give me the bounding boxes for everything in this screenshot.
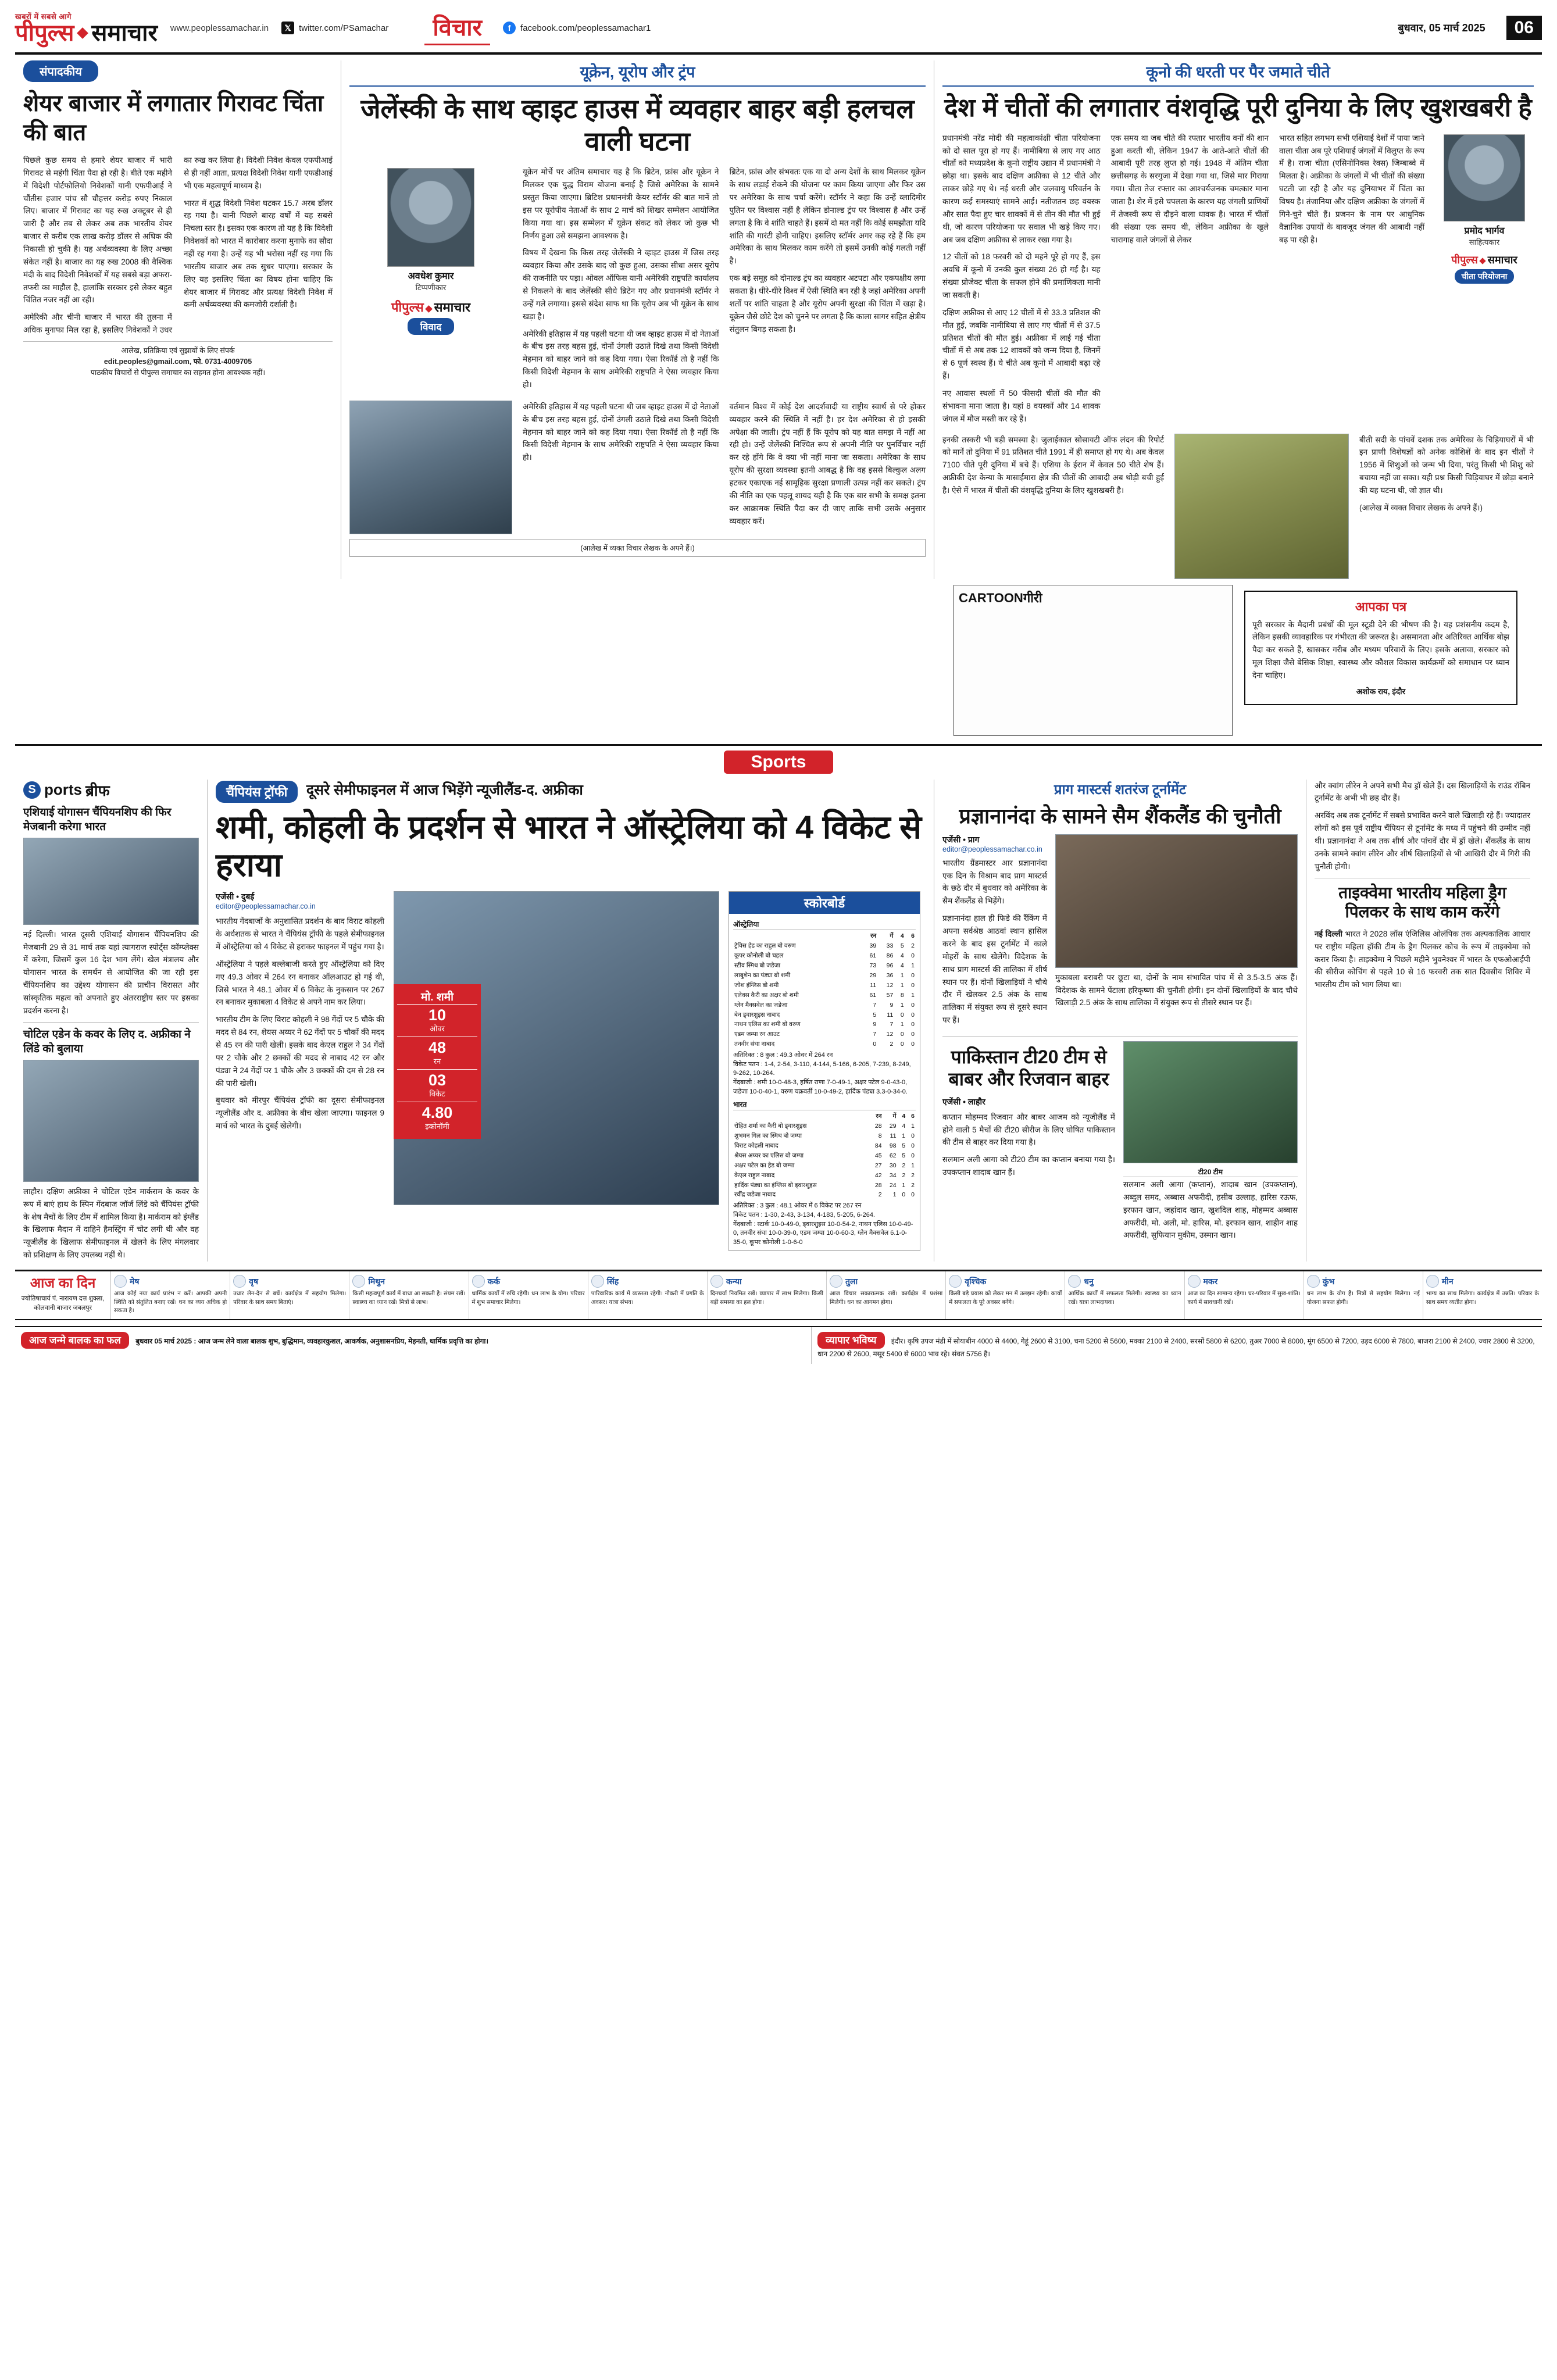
batsman: विराट कोहली नाबाद xyxy=(734,1142,779,1149)
gemini-icon xyxy=(352,1275,365,1288)
team1-fall-of-wickets: विकेट पतन : 1-4, 2-54, 3-110, 4-144, 5-166, 6-205, 7-239, 8-249, 9-262, 10-264. xyxy=(733,1060,911,1077)
middle-article-body-right xyxy=(730,166,926,396)
chess-body-1 xyxy=(942,857,1047,1027)
inline-brand-diamond-icon xyxy=(1480,258,1486,264)
chess-byline: एजेंसी • प्राग xyxy=(942,834,980,844)
main-sports-kicker-row xyxy=(216,780,926,803)
sign-text: दिनचर्या नियमित रखें। व्यापार में लाभ मिलेगा। किसी बड़ी समस्या का हल होगा। xyxy=(710,1291,824,1306)
scoreboard-table-1 xyxy=(733,931,916,1049)
table-row: एडम जम्पा रन आउट 7 12 0 0 xyxy=(733,1030,916,1039)
table-row: हार्दिक पंड्या का इंग्लिस बो ड्वारशुइस 28 24 1 2 xyxy=(733,1181,916,1191)
sports-para: भारतीय गेंदबाजों के अनुशासित प्रदर्शन के बाद विराट कोहली के अर्धशतक से भारत ने चैंपियंस ट्रॉफी के पहले सेमीफाइनल में ऑस्ट्रेलिया को 4 विकेट से हराकर फाइनल में पहुंच गया है। xyxy=(216,917,384,951)
horoscope-sign-gemini xyxy=(349,1271,469,1319)
semifinal-subhead: दूसरे सेमीफाइनल में आज भिड़ेंगे न्यूजीलैंड-द. अफ्रीका xyxy=(306,781,583,798)
table-row: केएल राहुल नाबाद 42 34 2 2 xyxy=(733,1171,916,1181)
chess-column xyxy=(934,780,1306,1262)
horoscope-sign-aries xyxy=(111,1271,230,1319)
table-row: नाथन एलिस का शमी बो वरुण 9 7 1 0 xyxy=(733,1020,916,1030)
right-article-column xyxy=(934,60,1542,579)
aries-icon xyxy=(114,1275,127,1288)
inline-brand xyxy=(349,298,512,335)
taurus-icon xyxy=(233,1275,246,1288)
pakistan-squad-list: सलमान अली आगा (कप्तान), शादाब खान (उपकप्तान), अब्दुल समद, अब्बास अफरीदी, हसीब उल्लाह, हारिस रऊफ, इरफान खान, जहांदाद खान, खुशदिल शाह, मोहम्मद अब्बास अफरीदी, मो. अली, मो. हारिस, मो. इरफान खान, शाहीन शाह अफरीदी, सुफियान मुकीम, उस्मान खान। xyxy=(1123,1180,1298,1240)
article-para: प्रधानमंत्री नरेंद्र मोदी की महत्वाकांक्षी चीता परियोजना को दो साल पूरा हो गए हैं। नामीबिया से लाए गए आठ चीतों को मध्यप्रदेश के कूनो राष्ट्रीय उद्यान में प्रधानमंत्री ने छोड़ा था। इसके बाद दक्षिण अफ्रीका से 12 चीते और लाकर छोड़े गए थे। नई धरती और जलवायु परिवर्तन के कारण कई समस्याएं सामने आईं। नतीजतन छह वयस्क और सात पैदा हुए चार शावकों में से तीन की मौत भी हुई थी, जो कारण परियोजना पर सवाल भी खड़े किए गए। अब जब दक्षिण अफ्रीका से लाकर रखा गया है। xyxy=(942,133,1101,244)
brief-divider xyxy=(23,1022,199,1023)
facebook-icon: f xyxy=(503,22,516,34)
brief-1-headline: एशियाई योगासन चैंपियनशिप की फिर मेजबानी करेगा भारत xyxy=(23,806,172,833)
player-stats-panel xyxy=(394,984,481,1139)
stat-overs-label: ओवर xyxy=(430,1024,445,1034)
topic-pill: विवाद xyxy=(408,318,455,335)
middle-article-body-cont-left xyxy=(523,401,719,534)
middle-article-body-cont-right xyxy=(730,401,926,534)
table-row: लाबुशेन का पंड्या बो शमी 29 36 1 0 xyxy=(733,971,916,981)
right-article-body-1 xyxy=(942,132,1101,430)
right-article-kicker: कूनो की धरती पर पैर जमाते चीते xyxy=(1146,63,1330,81)
team1-bowling: गेंदबाजी : शमी 10-0-48-3, हर्षित राणा 7-0-49-1, अक्षर पटेल 9-0-43-0, जडेजा 10-0-40-1, वरुण चक्रवर्ती 10-0-49-2, हार्दिक पंड्या 3.3-0-34-0. xyxy=(733,1078,908,1095)
col-runs: रन xyxy=(870,932,877,940)
table-row: स्टीव स्मिथ बो जडेजा 73 96 4 1 xyxy=(733,961,916,971)
horoscope-sign-leo xyxy=(588,1271,708,1319)
table-row: श्रेयस अय्यर का एलिस बो जम्पा 45 62 5 0 xyxy=(733,1151,916,1161)
birth-fortune-title: आज जन्मे बालक का फल xyxy=(21,1332,129,1349)
stat-wickets-value: 03 xyxy=(428,1071,447,1089)
sign-text: उधार लेन-देन से बचें। कार्यक्षेत्र में सहयोग मिलेगा। परिवार के साथ समय बिताएं। xyxy=(233,1291,347,1306)
brief-2-headline: चोटिल एडेन के कवर के लिए द. अफ्रीका ने लिंडे को बुलाया xyxy=(23,1028,191,1055)
pakistan-players-photo xyxy=(1123,1041,1298,1163)
author-block xyxy=(349,168,512,292)
sign-text: किसी महत्वपूर्ण कार्य में बाधा आ सकती है। संयम रखें। स्वास्थ्य का ध्यान रखें। मित्रों से लाभ। xyxy=(352,1291,466,1306)
batsman: एडम जम्पा रन आउट xyxy=(734,1031,780,1038)
page-number: 06 xyxy=(1506,16,1542,40)
player-name: मो. शमी xyxy=(420,991,454,1004)
sports-para: बुधवार को मीरपुर चैंपियंस ट्रॉफी का दूसरा सेमीफाइनल न्यूजीलैंड और द. अफ्रीका के बीच खेला जाएगा। फाइनल 9 मार्च को भारत के दुबई खेलेगी। xyxy=(216,1096,384,1131)
col-fours: 4 xyxy=(900,932,904,940)
inline-brand-diamond-icon xyxy=(425,305,433,313)
logo-secondary-text: समाचार xyxy=(91,20,158,46)
stat-runs-label: रन xyxy=(433,1057,441,1066)
cancer-icon xyxy=(472,1275,485,1288)
chess-para: अरविंद अब तक टूर्नामेंट में सबसे प्रभावित करने वाले खिलाड़ी रहे हैं। ज्यादातर लोगों को इस पूर्व राष्ट्रीय चैंपियन से टूर्नामेंट के मध्य में पहुंचने की उम्मीद नहीं थी। प्रज्ञानानंदा ने अब तक शीर्ष और पांचवें दौर में ड्रॉ खेले। शैंकलैंड के साथ उनके सामने क्वांग लीरेन और शीर्ष खिलाड़ियों से भी आखिरी दौर में गिरी की चुनौती होगी। xyxy=(1315,811,1530,871)
market-block xyxy=(812,1327,1542,1364)
editorial-column xyxy=(15,60,341,579)
sports-brief-word: ब्रीफ xyxy=(85,781,110,799)
horoscope-sign-scorpio xyxy=(946,1271,1065,1319)
pakistan-byline: एजेंसी • लाहौर xyxy=(942,1096,985,1106)
logo-primary-text: पीपुल्स xyxy=(15,20,74,46)
sports-para: ऑस्ट्रेलिया ने पहले बल्लेबाजी करते हुए ऑस्ट्रेलिया को दिए गए 49.3 ओवर में 264 रन बनाकर ऑलआउट हो गई थी, जिसे भारत ने 48.1 ओवर में 6 विकेट के नुकसान पर 267 रन बनाकर मुकाबला 4 विकेट से अपने नाम कर लिया। xyxy=(216,959,384,1007)
capricorn-icon xyxy=(1188,1275,1201,1288)
author-role: साहित्यकार xyxy=(1469,237,1500,246)
table-row: रवींद्र जडेजा नाबाद 2 1 0 0 xyxy=(733,1190,916,1200)
market-text: इंदौर। कृषि उपज मंडी में सोयाबीन 4000 से 4400, गेहूं 2600 से 3100, चना 5200 से 5600, मक्का 2100 से 2400, सरसों 5800 से 6200, तुअर 7000 से 8000, मूंग 6500 से 7200, उड़द 6000 से 7800, बाजरा 2100 से 2400, ज्वार 2800 से 3200, धान 2200 से 2600, मसूर 5400 से 6000 भाव रहे। संवत 5756 है। xyxy=(817,1336,1535,1359)
batsman: ग्लेन मैक्सवेल का जडेजा xyxy=(734,1001,788,1009)
sports-band xyxy=(15,751,1542,774)
horoscope-title-block xyxy=(15,1271,111,1319)
table-row: एलेक्स कैरी का अक्षर बो शमी 61 57 8 1 xyxy=(733,991,916,1000)
sign-name: वृश्चिक xyxy=(965,1276,987,1286)
contact-line-2: पाठकीय विचारों से पीपुल्स समाचार का सहमत होना आवश्यक नहीं। xyxy=(90,368,266,377)
horoscope-sign-virgo xyxy=(708,1271,827,1319)
facebook-link[interactable] xyxy=(503,22,651,34)
author-photo xyxy=(1444,134,1525,221)
aquarius-icon xyxy=(1307,1275,1320,1288)
batsman: तनवीर संघा नाबाद xyxy=(734,1041,775,1048)
inline-brand-red: पीपुल्स xyxy=(1451,253,1478,266)
sign-text: धन लाभ के योग हैं। मित्रों से सहयोग मिलेगा। नई योजना सफल होगी। xyxy=(1306,1291,1420,1306)
table-row: ग्लेन मैक्सवेल का जडेजा 7 9 1 0 xyxy=(733,1000,916,1010)
cartoon-letter-row xyxy=(15,585,1542,736)
batsman: कूपर कोनोली बो चहल xyxy=(734,952,784,960)
sign-text: आज का दिन सामान्य रहेगा। घर-परिवार में सुख-शांति। कार्य में सावधानी रखें। xyxy=(1187,1291,1301,1306)
chess-para: प्रज्ञानानंदा हाल ही फिडे की रैंकिंग में अपना सर्वश्रेष्ठ आठवां स्थान हासिल करने के बाद इस टूर्नामेंट में काले मोहरों के साथ खेलेंगे। विदेशक के साथ प्राग मास्टर्स की तालिका में शीर्ष स्थान पर हैं। दोनों खिलाड़ियों ने चौथे दौर में खेलकर 2.5 अंक के साथ तालिका में संयुक्त रूप से दूसरे स्थान पर हैं। xyxy=(942,914,1047,1025)
horoscope-sign-taurus xyxy=(230,1271,349,1319)
market-title: व्यापार भविष्य xyxy=(817,1332,885,1349)
chess-para: मुकाबला बराबरी पर छूटा था, दोनों के नाम संभावित पांच में से 3.5-3.5 अंक हैं। विदेशक के सामने पेंटाला हरिकृष्णा की चुनौती होगी। इन दोनों खिलाड़ियों के बाद चौथे खिलाड़ी 2.5 अंक के साथ तालिका में संयुक्त रूप से तीसरे स्थान पर हैं। xyxy=(1055,973,1298,1007)
middle-article-body-left xyxy=(523,166,719,396)
facebook-handle: facebook.com/peoplessamachar1 xyxy=(520,23,651,33)
chess-email[interactable]: editor@peoplessamachar.co.in xyxy=(942,845,1042,853)
logo-tagline: खबरों में सबसे आगे xyxy=(15,12,72,21)
website-url[interactable]: www.peoplessamachar.in xyxy=(170,23,269,33)
chess-body-3 xyxy=(1315,780,1530,873)
inline-brand xyxy=(1435,253,1534,284)
tournament-pill: चैंपियंस ट्रॉफी xyxy=(216,781,298,803)
batsman: लाबुशेन का पंड्या बो शमी xyxy=(734,971,791,979)
scoreboard-table-2 xyxy=(733,1112,916,1200)
cartoon-label: CARTOONगीरी xyxy=(959,590,1042,605)
sports-band-label: Sports xyxy=(724,751,833,774)
pakistan-headline: पाकिस्तान टी20 टीम से बाबर और रिजवान बाहर xyxy=(948,1046,1109,1090)
leo-icon xyxy=(591,1275,604,1288)
main-sports-body xyxy=(216,915,384,1132)
table-row: बेन ड्वारशुइस नाबाद 5 11 0 0 xyxy=(733,1010,916,1020)
drag-text: भारत ने 2028 लॉस एंजिलिस ओलंपिक तक अल्पकालिक आधार पर राष्ट्रीय महिला हॉकी टीम के ड्रैग पिलकर कोच के रूप में ताइक्वेमा को करार किया है। ताइक्वेमा ने पिछले महीने भुवनेश्वर में भारत के एफओआईपी की सीरीज कोचिंग से पहले 10 से 16 फरवरी तक सात दिवसीय शिविर में भारतीय टीम को भाग लिया था। xyxy=(1315,929,1530,989)
team2-extras: अतिरिक्त : 3 कुल : 48.1 ओवर में 6 विकेट पर 267 रन xyxy=(733,1202,862,1210)
batsman: स्टीव स्मिथ बो जडेजा xyxy=(734,962,781,969)
twitter-x-icon: 𝕏 xyxy=(281,22,294,34)
table-row: शुभमन गिल का स्मिथ बो जम्पा 8 11 1 0 xyxy=(733,1131,916,1141)
article-para: वर्तमान विश्व में कोई देश आदर्शवादी या राष्ट्रीय स्वार्थ से परे होकर व्यवहार करने की स्थिति में नहीं है। हर देश अमेरिका से हो इसकी अपेक्षा की जाती। ट्रंप नहीं हैं कि यूरोप को यह बात समझ में नहीं आ रही हो। उन्हें जेलेंस्की निश्चित रूप से अपनी नीति पर पुनर्विचार नहीं कर रहे होंगे कि वे क्या भी नहीं माना जा सकता। अमेरिका के साथ यूरोप की सुरक्षा व्यवस्था इतनी आबद्ध है कि वह इससे बिल्कुल अलग हटकर एकाएक नई सामूहिक सुरक्षा प्रणाली उत्पन्न नहीं कर सकते। ट्रंप की नीति का एक पहलू शायद यही है कि एक बार सभी के समक्ष इतना कर आक्रामक स्थिति पैदा कर दी जाए ताकि सभी उसके अनुसार व्यवहार करें। xyxy=(729,402,926,526)
sports-brief-title xyxy=(23,780,199,801)
horoscope-credit: ज्योतिषाचार्य पं. नारायण दत्त शुक्ला, कोलवानी बाजार जबलपुर xyxy=(21,1295,105,1311)
contact-line-1: आलेख, प्रतिक्रिया एवं सुझावों के लिए संपर्क xyxy=(121,346,235,355)
sign-name: मीन xyxy=(1441,1276,1454,1286)
drag-flicker-column xyxy=(1306,780,1538,1262)
middle-article-kicker: यूक्रेन, यूरोप और ट्रंप xyxy=(580,63,695,81)
batsman: एलेक्स कैरी का अक्षर बो शमी xyxy=(734,991,799,999)
chess-divider xyxy=(942,1036,1298,1037)
letter-signature: अशोक राय, इंदौर xyxy=(1356,687,1406,696)
horoscope-sign-cancer xyxy=(469,1271,588,1319)
sign-text: आर्थिक कार्यों में सफलता मिलेगी। स्वास्थ्य का ध्यान रखें। यात्रा लाभदायक। xyxy=(1068,1291,1181,1306)
col-balls: गें xyxy=(890,932,894,940)
article-para: अमेरिकी इतिहास में यह पहली घटना थी जब व्हाइट हाउस में दो नेताओं के बीच इस तरह बहस हुई, दोनों उंगली उठाते दिखे तथा किसी विदेशी मेहमान को बाहर जाने को कह दिया गया। ऐसा रिकॉर्ड तो है नहीं कि किसी विदेशी मेहमान के साथ अमेरिकी राष्ट्रपति ने ऐसा व्यवहार किया हो। xyxy=(523,329,719,389)
author-block xyxy=(1435,134,1534,247)
sign-text: भाग्य का साथ मिलेगा। कार्यक्षेत्र में उन्नति। परिवार के साथ समय व्यतीत होगा। xyxy=(1426,1291,1540,1306)
batsman: अक्षर पटेल का हेड बो जम्पा xyxy=(734,1162,795,1169)
right-article-body-2 xyxy=(1111,132,1269,430)
masthead xyxy=(15,10,1542,55)
scoreboard-team-2: भारत xyxy=(733,1100,916,1110)
table-row: विराट कोहली नाबाद 84 98 5 0 xyxy=(733,1141,916,1151)
stat-runs xyxy=(397,1037,477,1069)
editorial-body xyxy=(23,154,333,337)
stat-economy-label: इकोनॉमी xyxy=(425,1122,449,1131)
editorial-para: अमेरिकी और चीनी बाजार में भारत की तुलना में अधिक मुनाफा मिल रहा है, इसलिए निवेशकों ने उधर का रुख कर लिया है। विदेशी निवेश केवल एफपीआई से ही नहीं आता, प्रत्यक्ष विदेशी निवेश यानी एफडीआई भी एक महत्वपूर्ण माध्यम है। xyxy=(23,156,333,335)
zelensky-trump-photo xyxy=(349,401,512,534)
sign-text: आज कोई नया कार्य प्रारंभ न करें। आपकी अपनी स्थिति को संतुलित बनाए रखें। धन का व्यय अधिक हो सकता है। xyxy=(114,1291,227,1314)
team2-fall-of-wickets: विकेट पतन : 1-30, 2-43, 3-134, 4-183, 5-205, 6-264. xyxy=(733,1212,875,1218)
editorial-para: पिछले कुछ समय से हमारे शेयर बाजार में भारी गिरावट से महंगी चिंता पैदा हो रही है। बीते एक महीने में विदेशी पोर्टफोलियो निवेशकों यानी एफपीआई ने चौंतीस हजार पांच सौ चौहत्तर करोड़ रुपए निकाल लिए। बाजार में गिरावट का यह रुख अक्टूबर से ही जारी है और तब से लेकर अब तक भारतीय शेयर बाजार से करीब एक लाख करोड़ डॉलर से अधिक की निकासी हो चुकी है। यह अर्थव्यवस्था के लिए अच्छा संकेत नहीं है। बाजार का यह रुख 2008 की वैश्विक मंदी के बाद विदेशी निवेशकों में यह सबसे बड़ा अफरा-तफरी का माहौल है, हालांकि सरकार इसे लेकर बहुत चिंतित नजर नहीं आ रही। xyxy=(23,156,172,305)
right-article-body-3 xyxy=(1279,132,1424,246)
scoreboard xyxy=(728,891,920,1251)
drag-headline: ताइक्वेमा भारतीय महिला ड्रैग पिलकर के साथ काम करेंगे xyxy=(1338,883,1506,921)
batsman: श्रेयस अय्यर का एलिस बो जम्पा xyxy=(734,1152,804,1159)
main-sports-email[interactable]: editor@peoplessamachar.co.in xyxy=(216,902,316,911)
sports-brief-s-icon: S xyxy=(23,781,41,799)
stat-runs-value: 48 xyxy=(428,1039,447,1057)
sign-name: कुंभ xyxy=(1322,1276,1335,1286)
article-para: इनकी तस्करी भी बड़ी समस्या है। जुलाईकाल सोसायटी ऑफ लंदन की रिपोर्ट को मानें तो दुनिया में 91 प्रतिशत चीते 1991 में ही समाप्त हो गए थे। अब केवल 7100 चीते पूरी दुनिया में बचे हैं। एशिया के ईरान में केवल 50 चीते शेष हैं। अफ्रीकी देश केन्या के मासाईमारा क्षेत्र की चीतों की आबादी अब थोड़ी बची हुई है। ऐसे में भारत में चीतों की वंशवृद्धि दुनिया के लिए खुशखबरी है। xyxy=(942,435,1164,495)
horoscope-sign-libra xyxy=(827,1271,946,1319)
main-sports-headline: शमी, कोहली के प्रदर्शन से भारत ने ऑस्ट्रेलिया को 4 विकेट से हराया xyxy=(216,809,922,884)
inline-brand-black: समाचार xyxy=(434,300,471,315)
pakistan-squad-title: टी20 टीम xyxy=(1123,1167,1298,1177)
opinion-section xyxy=(15,60,1542,579)
table-row: अक्षर पटेल का हेड बो जम्पा 27 30 2 1 xyxy=(733,1161,916,1171)
batsman: हार्दिक पंड्या का इंग्लिस बो ड्वारशुइस xyxy=(734,1181,817,1189)
editorial-contact xyxy=(23,341,333,378)
sports-section xyxy=(15,780,1542,1262)
sign-text: धार्मिक कार्यों में रुचि रहेगी। धन लाभ के योग। परिवार में शुभ समाचार मिलेगा। xyxy=(472,1291,585,1306)
chess-headline: प्रज्ञानानंदा के सामने सैम शैंकलैंड की चुनौती xyxy=(959,803,1281,828)
editorial-pill: संपादकीय xyxy=(23,60,98,82)
sign-name: वृष xyxy=(249,1276,259,1286)
brief-1-body: नई दिल्ली। भारत दूसरी एशियाई योगासन चैंपियनशिप की मेजबानी 29 से 31 मार्च तक यहां त्यागराज स्पोर्ट्स कॉम्प्लेक्स में करेगा, जिसमें कुल 16 देश भाग लेंगे। खेल मंत्रालय और योगासन भारत के समर्थन से आयोजित की जा रही इस चैंपियनशिप का उद्देश्य योगासन की प्राचीन विरासत और सांस्कृतिक महत्व को अपनाते हुए अंतरराष्ट्रीय स्तर पर इसका प्रदर्शन करना है। xyxy=(23,930,199,1015)
article-para: 12 चीतों को 18 फरवरी को दो महने पूरे हो गए हैं, इस अवधि में कूनो में उनकी कुल संख्या 26 हो गई है। यह संख्या प्रोजेक्ट चीता के सफल होने की प्रमाणिकता मानी जा सकती है। xyxy=(942,252,1101,299)
sports-divider xyxy=(15,744,1542,746)
table-row: जोश इंग्लिस बो शमी 11 12 1 0 xyxy=(733,981,916,991)
batsman: शुभमन गिल का स्मिथ बो जम्पा xyxy=(734,1132,802,1140)
scoreboard-team-1: ऑस्ट्रेलिया xyxy=(733,920,916,930)
chess-body-2 xyxy=(1055,971,1298,1010)
team1-extras: अतिरिक्त : 8 कुल : 49.3 ओवर में 264 रन xyxy=(733,1052,833,1059)
middle-article-disclaimer: (आलेख में व्यक्त विचार लेखक के अपने हैं।) xyxy=(349,539,926,557)
table-row: तनवीर संघा नाबाद 0 2 0 0 xyxy=(733,1039,916,1049)
article-para: एक बड़े समूह को दोनाल्ड ट्रंप का व्यवहार अटपटा और एकपक्षीय लगा सकता है। धीरे-धीरे विश्व में ऐसी स्थिति बन रही है जहां अमेरिका अपनी शर्तों पर शांति चाहता है और यूरोप अपनी सुरक्षा की चिंता में खड़ा है। यूक्रेन जैसे छोटे देश को चुनने पर लगता है कि काला सागर सहित क्षेत्रीय संतुलन बिगड़ सकता है। xyxy=(729,274,926,334)
inline-brand-red: पीपुल्स xyxy=(391,300,424,315)
stat-overs-value: 10 xyxy=(428,1006,447,1024)
inline-brand-black: समाचार xyxy=(1487,253,1517,266)
page-footer xyxy=(15,1326,1542,1364)
batsman: जोश इंग्लिस बो शमी xyxy=(734,981,779,989)
sign-text: पारिवारिक कार्य में व्यस्तता रहेगी। नौकरी में प्रगति के अवसर। यात्रा संभव। xyxy=(591,1291,704,1306)
sign-text: आज विचार सकारात्मक रखें। कार्यक्षेत्र में प्रशंसा मिलेगी। धन का आगमन होगा। xyxy=(830,1291,943,1306)
birth-fortune-block xyxy=(15,1327,812,1364)
middle-article-headline: जेलेंस्की के साथ व्हाइट हाउस में व्यवहार बाहर बड़ी हलचल वाली घटना xyxy=(360,94,915,157)
batsman: ट्रेविस हेड का राहुल बो वरुण xyxy=(734,942,796,950)
brief-1-photo xyxy=(23,838,199,925)
sign-name: मेष xyxy=(130,1276,140,1286)
table-header-row: रन गें 4 6 xyxy=(876,1113,915,1120)
horoscope-sign-capricorn xyxy=(1185,1271,1304,1319)
pakistan-para: सलमान अली आगा को टी20 टीम का कप्तान बनाया गया है। उपकप्तान शादाब खान हैं। xyxy=(942,1155,1115,1177)
editorial-headline: शेयर बाजार में लगातार गिरावट चिंता की बात xyxy=(23,91,324,145)
main-sports-column xyxy=(207,780,934,1262)
article-para: विषय में देखना कि किस तरह जेलेंस्की ने व्हाइट हाउस में जिस तरह व्यवहार किया और उसके बाद जो कुछ हुआ, उसका सीधा असर यूरोप की राजनीति पर पड़ा। ओवल ऑफिस यानी अमेरिकी राष्ट्रपति कार्यालय से निकलने के बाद जेलेंस्की सीधे ब्रिटेन गए और प्रधानमंत्री स्टॉर्मर ने उन्हें गले लगाया। इससे संदेश साफ था कि यूरोप अब भी यूक्रेन के साथ खड़ा है। xyxy=(523,248,719,321)
topic-pill: चीता परियोजना xyxy=(1455,269,1515,284)
horoscope-sign-aquarius xyxy=(1304,1271,1423,1319)
pakistan-body xyxy=(942,1111,1115,1179)
brief-2-body: लाहौर। दक्षिण अफ्रीका ने चोटिल एडेन मार्कराम के कवर के रूप में बाएं हाथ के स्पिन गेंदबाज जॉर्ज लिंडे को चैंपियंस ट्रॉफी के शेष मैचों के लिए टीम में शामिल किया है। मार्कराम को इंग्लैंड के खिलाफ मैदान में दाहिने हैमस्ट्रिंग में चोट लगी थी और वह न्यूजीलैंड के खिलाफ सेमीफाइनल में खेलने के लिए मंगलवार को प्रशिक्षण के लिए उपलब्ध नहीं थे। xyxy=(23,1187,199,1260)
article-para: दक्षिण अफ्रीका से आए 12 चीतों में से 33.3 प्रतिशत की मौत हुई, जबकि नामीबिया से लाए गए चीतों में से 37.5 प्रतिशत चीतों की मौत हुई। अफ्रीका में लाई गई चीता चीतों में से अब तक 12 शावकों को जन्म दिया है, जिनमें से 6 पूर्ण स्वस्थ हैं। ये चीते अब कूनो में आबादी बढ़ा रहे हैं। xyxy=(942,308,1101,381)
sports-para: भारतीय टीम के लिए विराट कोहली ने 98 गेंदों पर 5 चौके की मदद से 84 रन, शेयस अय्यर ने 62 गेंदों पर 5 चौकों की मदद से 45 रन की पारी खेली। इसके बाद केएल राहुल ने 34 गेंदों पर 2 चौके और 2 छक्कों की मदद से नाबाद 42 रन और पंड्या ने 24 गेंदों पर 1 चौके और 3 छक्कों की दम से 28 रन की पारी खेली। xyxy=(216,1015,384,1088)
batsman: बेन ड्वारशुइस नाबाद xyxy=(734,1011,780,1019)
virgo-icon xyxy=(710,1275,723,1288)
right-article-body-4 xyxy=(942,434,1164,579)
kicker-divider xyxy=(349,85,926,87)
batsman: रवींद्र जडेजा नाबाद xyxy=(734,1191,776,1199)
contact-email[interactable]: edit.peoples@gmail.com, फो. 0731-4009705 xyxy=(103,357,252,366)
scoreboard-title: स्कोरबोर्ड xyxy=(729,892,920,914)
sign-name: मकर xyxy=(1203,1276,1218,1286)
batsman: नाथन एलिस का शमी बो वरुण xyxy=(734,1021,801,1028)
publication-logo xyxy=(15,11,158,45)
chess-kicker: प्राग मास्टर्स शतरंज टूर्नामेंट xyxy=(1054,781,1187,798)
col-sixes: 6 xyxy=(911,932,915,940)
letter-body: पूरी सरकार के मैदानी प्रबंधों की मूल स्टूडी देने की भीषण की है। यह प्रशंसनीय कदम है, लेकिन इसकी व्यावहारिक पर गंभीरता की जरूरत है। असमानता और अतिरिक्त आर्थिक बोझ पैदा कर सकते हैं, खासकर गरीब और मध्यम परिवारों के लिए। इसके अलावा, सरकार को मूल शिक्षा जैसे बेसिक शिक्षा, स्वास्थ्य और कौशल विकास कार्यक्रमों को समाधान पर ध्यान देना चाहिए। xyxy=(1252,620,1509,680)
horoscope-sign-pisces xyxy=(1423,1271,1542,1319)
sign-name: सिंह xyxy=(606,1276,619,1286)
article-para: अमेरिकी इतिहास में यह पहली घटना थी जब व्हाइट हाउस में दो नेताओं के बीच इस तरह बहस हुई, दोनों उंगली उठाते दिखे तथा किसी विदेशी मेहमान को बाहर जाने को कह दिया गया। ऐसा रिकॉर्ड तो है नहीं कि किसी विदेशी मेहमान के साथ अमेरिकी राष्ट्रपति ने ऐसा व्यवहार किया हो। xyxy=(523,402,719,462)
drag-byline: नई दिल्ली xyxy=(1315,929,1343,938)
letter-title: आपका पत्र xyxy=(1355,599,1407,614)
stat-wickets xyxy=(397,1069,477,1102)
author-photo xyxy=(387,168,474,267)
pisces-icon xyxy=(1426,1275,1439,1288)
sports-brief-column xyxy=(15,780,207,1262)
editorial-para: भारत में शुद्ध विदेशी निवेश घटकर 15.7 अरब डॉलर रह गया है। यानी पिछले बारह वर्षों में यह सबसे निचला स्तर है। इसका एक कारण तो यह है कि विदेशी निवेशकों को भारत में कारोबार करना मुनाफे का सौदा नहीं रह गया है। उन्हें यह भी भरोसा नहीं रह गया कि भारतीय बाजार अब तक सुधर पाएगा। सरकार के लिए यह इसलिए चिंता का विषय होना चाहिए कि शेयर बाजार में गिरावट और प्रत्यक्ष विदेशी निवेश में कमी अर्थव्यवस्था की कमजोरी दर्शाती है। xyxy=(184,198,333,309)
sign-name: धनु xyxy=(1084,1276,1094,1286)
cheetah-photo xyxy=(1174,434,1349,579)
logo-diamond-icon xyxy=(77,27,88,39)
brief-2-photo xyxy=(23,1060,199,1182)
scorpio-icon xyxy=(949,1275,962,1288)
pakistan-para: कप्तान मोहम्मद रिजवान और बाबर आजम को न्यूजीलैंड में होने वाली 5 मैचों की टी20 सीरीज के लिए घोषित पाकिस्तान की टीम से बाहर कर दिया गया है। xyxy=(942,1112,1115,1147)
article-para: ब्रिटेन, फ्रांस और संभवतः एक या दो अन्य देशों के साथ मिलकर यूक्रेन के साथ लड़ाई रोकने की योजना पर काम किया जाएगा और फिर उस पर अमेरिका के साथ चर्चा करेंगे। स्टॉर्मर ने कहा कि उन्हें व्लादिमीर पुतिन पर विश्वास नहीं है लेकिन डोनाल्ड ट्रंप पर विश्वास है और उन्हें लगता है कि वे शांति चाहते हैं। इसमें दो मत नहीं कि कोई समझौता यदि शांति की गारंटी होनी चाहिए। इसलिए स्टॉर्मर अगर कह रहे हैं कि हम अमेरिका के साथ मिलकर काम करेंगे तो इसमें उनकी कोई गलती नहीं है। xyxy=(729,167,926,266)
author-role: टिप्पणीकार xyxy=(415,283,447,292)
sagittarius-icon xyxy=(1068,1275,1081,1288)
reader-letter-box xyxy=(1244,591,1517,705)
sign-name: मिथुन xyxy=(368,1276,385,1286)
horoscope-title: आज का दिन xyxy=(30,1275,96,1292)
stat-wickets-label: विकेट xyxy=(429,1089,445,1099)
twitter-link[interactable] xyxy=(281,22,388,34)
horoscope-signs xyxy=(111,1271,1542,1319)
section-title: विचार xyxy=(424,10,490,45)
horoscope-strip xyxy=(15,1270,1542,1320)
sign-name: कर्क xyxy=(487,1276,501,1286)
article-para: बीती सदी के पांचवें दशक तक अमेरिका के चिड़ियाघरों में भी इन प्राणी विशेषज्ञों को अनेक कोशिशें के बाद इन चीतों ने 1956 में शिशुओं को जन्म भी दिया, परंतु किसी भी शिशु को बचाया नहीं जा सका। यही प्रश्न किसी चिड़ियाघर में छोड़ा बनाने की यह घटना थी, जो ज्ञात थी। xyxy=(1359,435,1534,495)
sign-name: तुला xyxy=(845,1276,858,1286)
issue-date: बुधवार, 05 मार्च 2025 xyxy=(1398,22,1485,34)
middle-article-column xyxy=(341,60,934,579)
right-article-headline: देश में चीतों की लगातार वंशवृद्धि पूरी दुनिया के लिए खुशखबरी है xyxy=(944,94,1532,122)
sign-name: कन्या xyxy=(726,1276,742,1286)
article-para: नए आवास स्थलों में 50 फीसदी चीतों की मौत की संभावना माना जाता है। यहां 8 वयस्कों और 14 शावक जंगल में मौज मस्ती कर रहे हैं। xyxy=(942,389,1101,423)
right-article-body-5 xyxy=(1359,434,1534,579)
batsman: केएल राहुल नाबाद xyxy=(734,1171,775,1179)
author-name: प्रमोद भार्गव xyxy=(1464,226,1505,236)
main-sports-byline: एजेंसी • दुबई xyxy=(216,892,255,902)
kicker-divider xyxy=(942,85,1534,87)
chess-photo xyxy=(1055,834,1298,968)
table-header-row xyxy=(733,931,916,941)
horoscope-sign-sagittarius xyxy=(1065,1271,1184,1319)
table-row: कूपर कोनोली बो चहल 61 86 4 0 xyxy=(733,951,916,961)
birth-fortune-text: बुधवार 05 मार्च 2025 : आज जन्म लेने वाला बालक शुभ, बुद्धिमान, व्यवहारकुशल, आकर्षक, अनुशासनप्रिय, मेहनती, धार्मिक प्रवृत्ति का होगा। xyxy=(135,1336,488,1345)
article-para: यूक्रेन मोर्चे पर अंतिम समाचार यह है कि ब्रिटेन, फ्रांस और यूक्रेन ने मिलकर एक युद्ध विराम योजना बनाई है जिसे अमेरिका के सामने प्रस्तुत किया जाएगा। ब्रिटिश प्रधानमंत्री केयर स्टॉर्मर की बात मानें तो इस पर यूरोपीय नेताओं के साथ 2 मार्च को शिखर सम्मेलन आयोजित किया गया था। इस सम्मेलन में यूक्रेन संकट को लेकर जो कुछ भी निर्णय हुआ उसे समझना आवश्यक है। xyxy=(523,167,719,240)
article-para: भारत सहित लगभग सभी एशियाई देशों में पाया जाने वाला चीता अब पूरे एशियाई जंगलों में विलुप्त के रूप में है। राजा चीता (एसिनोनिक्स रेक्स) जिम्बाब्वे में मिलता है। अफ्रीका के जंगलों में भी चीतों की संख्या घटती जा रही है और यह दुनियाभर में चिंता का विषय है। तंजानिया और दक्षिण अफ्रीका के जंगलों में गिने-चुने चीते हैं। प्रजनन के नाम पर आधुनिक वैज्ञानिक उपायों के बावजूद जंगल की आबादी नहीं बढ़ पा रही है। xyxy=(1279,133,1424,244)
author-name: अवधेश कुमार xyxy=(408,271,454,282)
libra-icon xyxy=(830,1275,842,1288)
article-para: एक समय था जब चीते की रफ्तार भारतीय वनों की शान हुआ करती थी, लेकिन 1947 के आते-आते चीतों की आबादी पूरी तरह लुप्त हो गई। 1948 में अंतिम चीता छत्तीसगढ़ के सरगुजा में देखा गया था, जिसे मार गिराया गया। चीता तेज रफ्तार का आश्चर्यजनक चमत्कार माना जाता है। शेर में इसे चपलता के कारण यह जंगली प्राणियों में तेजस्वी रूप से दौड़ने वाला धावक है। भारत में चीतों की संख्या एक समय थी, लेकिन अफ्रीका के खुले चारागाह वाले जंगलों से लेकर xyxy=(1110,133,1269,244)
stat-overs xyxy=(397,1004,477,1037)
sign-text: किसी बड़े प्रयास को लेकर मन में उलझन रहेगी। कार्यों में सफलता के पूरे अवसर बनेंगे। xyxy=(949,1291,1062,1306)
table-row: ट्रेविस हेड का राहुल बो वरुण 39 33 5 2 xyxy=(733,941,916,951)
article-para: (आलेख में व्यक्त विचार लेखक के अपने हैं।) xyxy=(1359,503,1483,512)
drag-body xyxy=(1315,928,1530,991)
stat-economy xyxy=(397,1102,477,1134)
chess-para: भारतीय ग्रैंडमास्टर आर प्रज्ञानानंदा एक दिन के विश्राम बाद प्राग मास्टर्स के छठे दौर में बुधवार को अमेरिका के सैम शैंकलैंड से भिड़ेंगे। xyxy=(942,858,1047,906)
sports-brief-ports: ports xyxy=(44,781,82,799)
team2-bowling: गेंदबाजी : स्टार्क 10-0-49-0, ड्वारशुइस 10-0-54-2, नाथन एलिस 10-0-49-0, तनवीर संघा 10-0-39-0, एडम जम्पा 10-0-60-3, ग्लेन मैक्सवेल 6.1-0-35-0, कूपर कोनोली 1-0-6-0 xyxy=(733,1220,913,1246)
stat-economy-value: 4.80 xyxy=(422,1104,453,1122)
twitter-handle: twitter.com/PSamachar xyxy=(299,23,389,33)
table-row: रोहित शर्मा का कैरी बो ड्वारशुइस 28 29 4 1 xyxy=(733,1121,916,1131)
batsman: रोहित शर्मा का कैरी बो ड्वारशुइस xyxy=(734,1123,807,1130)
editorial-cartoon xyxy=(954,585,1233,736)
chess-para: और क्वांग लीरेन ने अपने सभी मैच ड्रॉ खेले हैं। दस खिलाड़ियों के राउंड रॉबिन टूर्नामेंट के अभी भी छह दौर हैं। xyxy=(1315,781,1530,803)
